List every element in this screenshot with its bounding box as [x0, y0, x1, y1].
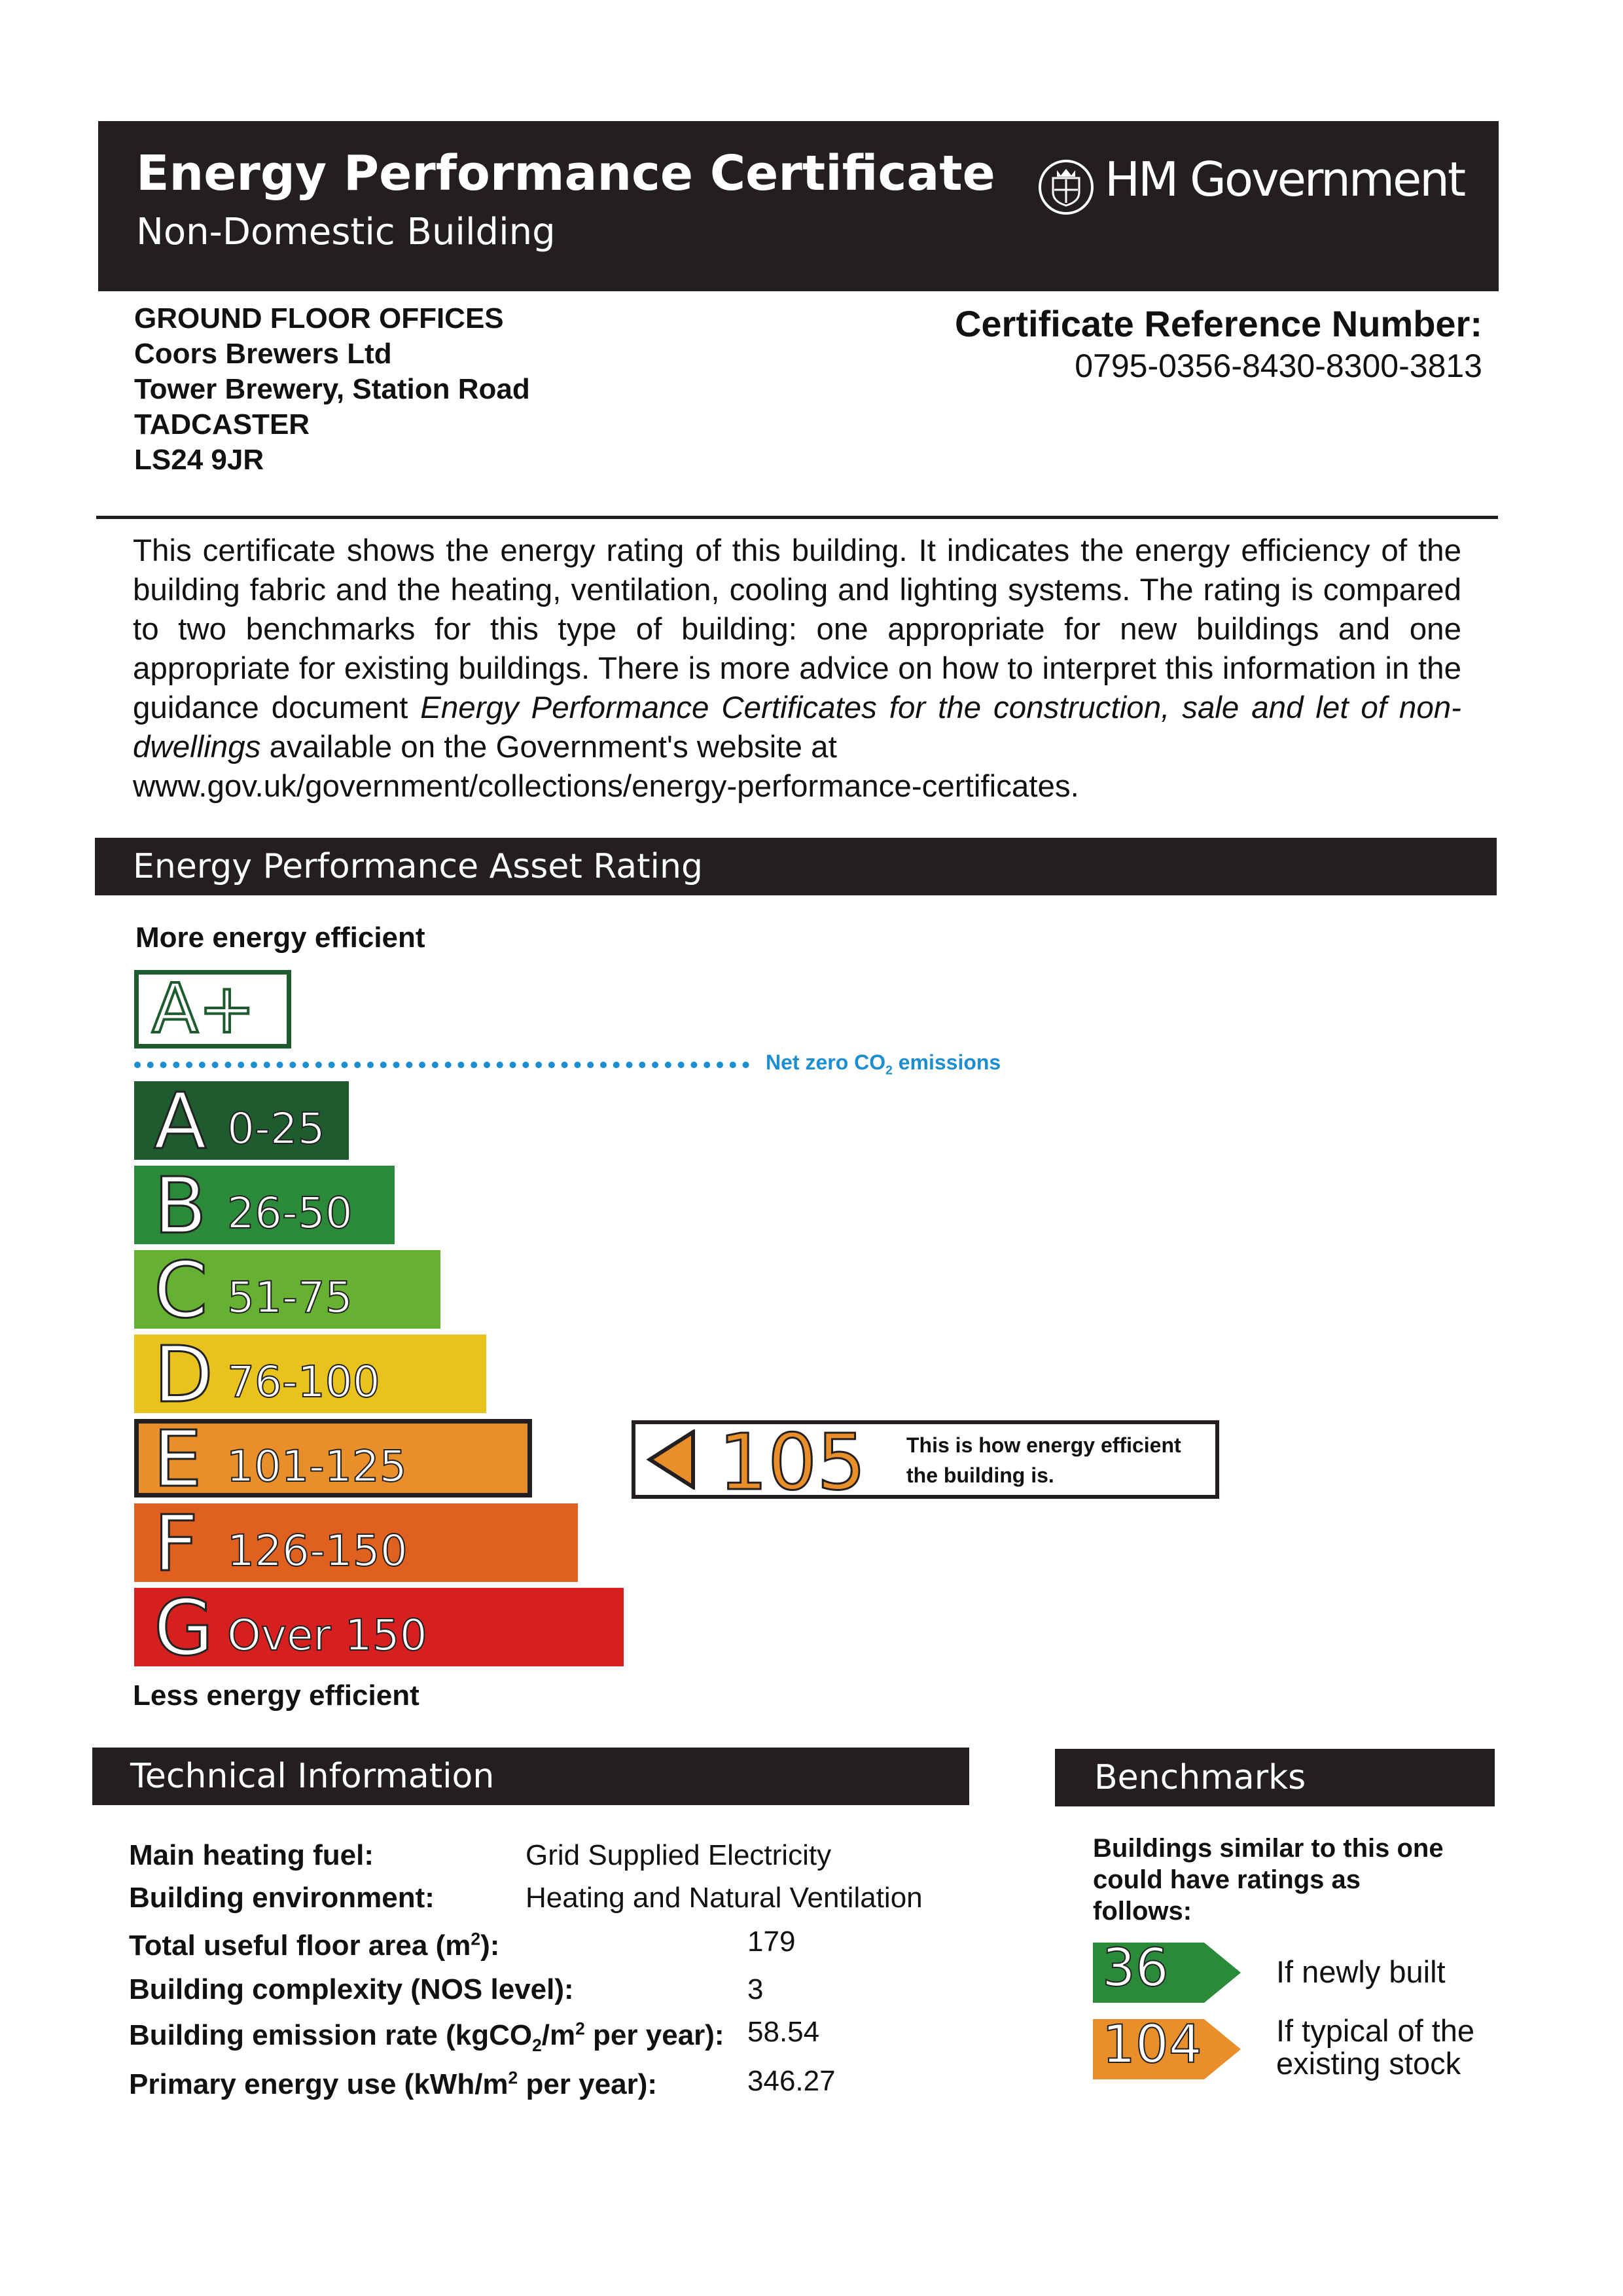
band-letter: B — [154, 1166, 207, 1244]
asset-rating-heading: Energy Performance Asset Rating — [95, 838, 1497, 895]
new-build-benchmark-text: If newly built — [1276, 1954, 1446, 1989]
band-letter: D — [154, 1335, 213, 1413]
band-letter: E — [153, 1419, 202, 1498]
band-f — [134, 1503, 578, 1582]
heating-fuel-label: Main heating fuel: — [129, 1839, 374, 1871]
building-environment-label: Building environment: — [129, 1882, 435, 1914]
net-zero-label: Net zero $CO_2$ emissions — [766, 1050, 1001, 1078]
a-plus-label: A+ — [152, 969, 256, 1049]
band-range: 26-50 — [227, 1188, 353, 1238]
typical-stock-benchmark-text: If typical of the existing stock — [1276, 2013, 1475, 2081]
government-name: HM Government — [1105, 152, 1465, 207]
primary-energy-value: 346.27 — [747, 2065, 836, 2097]
band-g — [134, 1588, 624, 1666]
rating-pointer-arrow-icon — [645, 1429, 696, 1490]
royal-coat-of-arms-icon — [1037, 158, 1095, 216]
address-line: LS24 9JR — [134, 444, 264, 476]
emission-rate-value: 58.54 — [747, 2016, 820, 2048]
intro-paragraph — [133, 531, 1461, 806]
band-d — [134, 1335, 486, 1413]
band-a — [134, 1081, 349, 1160]
benchmarks-intro: Buildings similar to this one could have ratings as follows: — [1093, 1834, 1444, 1926]
band-b — [134, 1166, 395, 1244]
more-efficient-label: More energy efficient — [135, 922, 425, 954]
intro-text: This certificate shows the energy rating of this building. It indicates the energy efficiency of the building fabric and the heating, ventilation, cooling and lighting systems. The rating is compared to two benchmarks for this type of building: one appropriate for new buildings and one appropriate for existing buildings. There is more advice on how to interpret this information in the guidance document — [133, 533, 1461, 725]
building-environment-value: Heating and Natural Ventilation — [526, 1882, 923, 1914]
band-letter: G — [154, 1588, 214, 1666]
technical-information-heading: Technical Information — [92, 1748, 969, 1805]
band-c — [134, 1250, 440, 1329]
floor-area-value: 179 — [747, 1926, 796, 1958]
band-range: 0-25 — [227, 1103, 325, 1154]
building-complexity-label: Building complexity (NOS level): — [129, 1973, 574, 2005]
government-website-link[interactable]: www.gov.uk/government/collections/energy-performance-certificates. — [133, 769, 1079, 804]
floor-area-label: Total useful floor area $(m^2)$: — [129, 1929, 500, 1962]
address-line: Coors Brewers Ltd — [134, 338, 392, 370]
heating-fuel-value: Grid Supplied Electricity — [526, 1839, 832, 1871]
band-letter: F — [154, 1503, 198, 1582]
new-build-benchmark-value: 36 — [1102, 1937, 1169, 1998]
band-letter: A — [154, 1081, 207, 1160]
typical-stock-benchmark-value: 104 — [1102, 2014, 1202, 2075]
band-range: Over 150 — [227, 1610, 427, 1660]
guidance-document-title: Energy Performance Certificates for the construction, sale and let of non-dwellings — [133, 691, 1461, 764]
building-complexity-value: 3 — [747, 1973, 764, 2005]
intro-text-tail: available on the Government's website at — [260, 730, 837, 764]
divider — [96, 516, 1498, 519]
primary-energy-label: Primary energy use ($kWh/m^2$ per year): — [129, 2068, 657, 2100]
band-e-current — [134, 1419, 532, 1498]
page-subtitle: Non-Domestic Building — [136, 211, 556, 253]
band-range: 126-150 — [227, 1526, 408, 1576]
page-title: Energy Performance Certificate — [136, 145, 995, 202]
address-line: GROUND FLOOR OFFICES — [134, 302, 504, 334]
emission-rate-label: Building emission rate ($kgCO_2/m^2$ per year): — [129, 2018, 724, 2055]
certificate-reference-label: Certificate Reference Number: — [954, 303, 1482, 344]
address-line: Tower Brewery, Station Road — [134, 373, 530, 405]
band-range: 76-100 — [227, 1357, 380, 1407]
less-efficient-label: Less energy efficient — [133, 1679, 419, 1712]
band-range: 51-75 — [227, 1272, 353, 1323]
current-rating-value: 105 — [719, 1417, 866, 1507]
address-line: TADCASTER — [134, 408, 310, 440]
current-rating-caption: This is how energy efficient the building is. — [906, 1433, 1181, 1487]
building-address — [134, 301, 530, 478]
band-letter: C — [154, 1250, 208, 1329]
benchmarks-heading: Benchmarks — [1055, 1749, 1495, 1806]
certificate-reference-number: 0795-0356-8430-8300-3813 — [1075, 348, 1482, 384]
net-zero-dotted-line — [134, 1062, 749, 1068]
band-range: 101-125 — [226, 1441, 407, 1492]
